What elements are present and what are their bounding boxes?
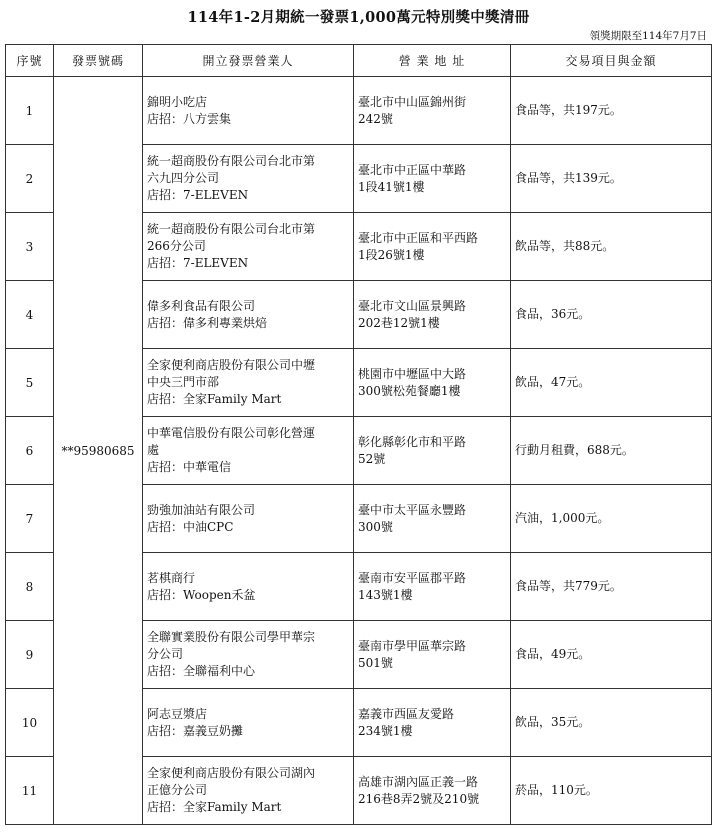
business-line: 分公司 [147, 647, 184, 661]
business-cell [143, 485, 354, 553]
transaction-text: 食品等，共779元。 [515, 579, 622, 593]
address-cell [354, 77, 511, 145]
business-cell [143, 349, 354, 417]
header-index: 序號 [6, 45, 54, 77]
business-line: 勁強加油站有限公司 [147, 502, 256, 517]
transaction-cell [511, 281, 712, 349]
address-line: 臺北市中山區錦州街 [358, 94, 467, 109]
transaction-text: 食品等，共197元。 [515, 103, 622, 117]
transaction-cell [511, 349, 712, 417]
row-index: 5 [6, 349, 54, 417]
business-cell [143, 757, 354, 825]
business-line: 全家便利商店股份有限公司中壢 [147, 358, 316, 372]
business-cell [143, 77, 354, 145]
address-line: 1段26號1樓 [358, 247, 425, 262]
business-cell [143, 417, 354, 485]
business-line: 全家便利商店股份有限公司湖內 [147, 766, 316, 780]
transaction-text: 行動月租費，688元。 [515, 443, 634, 457]
business-cell [143, 145, 354, 213]
transaction-cell [511, 213, 712, 281]
document-title: 114年1-2月期統一發票1,000萬元特別獎中獎清冊 [187, 9, 530, 26]
transaction-text: 食品，49元。 [515, 647, 591, 661]
transaction-cell [511, 689, 712, 757]
address-line: 1段41號1樓 [358, 179, 425, 194]
address-cell [354, 213, 511, 281]
address-line: 臺南市學甲區華宗路 [358, 638, 467, 653]
address-line: 216巷8弄2號及210號 [358, 791, 480, 806]
transaction-text: 飲品，47元。 [515, 375, 591, 389]
business-line: 阿志豆漿店 [147, 706, 208, 721]
business-line: 全聯實業股份有限公司學甲華宗 [147, 630, 316, 644]
address-line: 242號 [358, 111, 393, 126]
address-cell [354, 417, 511, 485]
business-line: 店招：7-ELEVEN [147, 188, 249, 202]
business-line: 店招：中華電信 [147, 460, 232, 474]
transaction-cell [511, 145, 712, 213]
address-line: 143號1樓 [358, 587, 413, 602]
address-line: 234號1樓 [358, 723, 413, 738]
transaction-cell [511, 417, 712, 485]
business-cell [143, 689, 354, 757]
business-line: 店招：全家Family Mart [147, 392, 282, 406]
address-line: 臺北市文山區景興路 [358, 298, 467, 313]
address-line: 臺南市安平區郡平路 [358, 570, 467, 585]
transaction-cell [511, 77, 712, 145]
row-index: 11 [6, 757, 54, 825]
transaction-cell [511, 553, 712, 621]
address-cell [354, 757, 511, 825]
row-index: 10 [6, 689, 54, 757]
business-line: 錦明小吃店 [147, 94, 208, 109]
row-index: 6 [6, 417, 54, 485]
business-cell [143, 213, 354, 281]
transaction-text: 汽油，1,000元。 [515, 511, 610, 525]
business-line: 店招：7-ELEVEN [147, 256, 249, 270]
business-line: 處 [147, 443, 160, 457]
business-line: 店招：偉多利專業烘焙 [147, 315, 268, 330]
header-business: 開立發票營業人 [143, 45, 354, 77]
row-index: 9 [6, 621, 54, 689]
address-line: 52號 [358, 451, 386, 466]
row-index: 7 [6, 485, 54, 553]
header-invoice-number: 發票號碼 [54, 45, 143, 77]
business-line: 六九四分公司 [147, 171, 220, 185]
business-cell [143, 281, 354, 349]
row-index: 1 [6, 77, 54, 145]
business-line: 店招：八方雲集 [147, 111, 232, 126]
transaction-text: 菸品，110元。 [515, 783, 598, 797]
business-line: 偉多利食品有限公司 [147, 298, 256, 313]
transaction-cell [511, 757, 712, 825]
business-line: 正億分公司 [147, 783, 208, 797]
address-line: 高雄市湖內區正義一路 [358, 774, 479, 789]
address-cell [354, 281, 511, 349]
address-line: 彰化縣彰化市和平路 [358, 434, 467, 449]
address-line: 臺北市中正區和平西路 [358, 230, 479, 245]
business-line: 店招：中油CPC [147, 519, 234, 534]
address-line: 300號松苑餐廳1樓 [358, 383, 461, 398]
business-cell [143, 621, 354, 689]
business-line: 266分公司 [147, 239, 206, 253]
address-cell [354, 145, 511, 213]
address-line: 嘉義市西區友愛路 [358, 706, 455, 721]
address-line: 桃園市中壢區中大路 [358, 366, 467, 381]
transaction-text: 食品等，共139元。 [515, 171, 622, 185]
business-line: 統一超商股份有限公司台北市第 [147, 222, 316, 236]
row-index: 4 [6, 281, 54, 349]
table-row [6, 77, 712, 145]
claim-deadline: 領獎期限至114年7月7日 [589, 30, 707, 42]
address-line: 臺北市中正區中華路 [358, 162, 467, 177]
business-line: 統一超商股份有限公司台北市第 [147, 154, 316, 168]
business-line: 店招：Woopen禾盆 [147, 587, 256, 602]
business-line: 茗棋商行 [147, 570, 196, 585]
invoice-number: **95980685 [54, 77, 143, 825]
business-line: 店招：全聯福利中心 [147, 664, 256, 678]
business-line: 店招：嘉義豆奶攤 [147, 723, 244, 738]
transaction-text: 食品，36元。 [515, 307, 591, 321]
business-line: 中華電信股份有限公司彰化營運 [147, 426, 316, 440]
address-line: 501號 [358, 655, 393, 670]
winners-table [5, 44, 712, 825]
address-line: 202巷12號1樓 [358, 315, 440, 330]
address-cell [354, 553, 511, 621]
address-line: 臺中市太平區永豐路 [358, 502, 467, 517]
transaction-text: 飲品等，共88元。 [515, 239, 615, 253]
business-line: 店招：全家Family Mart [147, 800, 282, 814]
row-index: 2 [6, 145, 54, 213]
address-cell [354, 485, 511, 553]
header-transaction: 交易項目與金額 [511, 45, 712, 77]
row-index: 3 [6, 213, 54, 281]
address-cell [354, 621, 511, 689]
table-header-row [6, 45, 712, 77]
business-cell [143, 553, 354, 621]
transaction-cell [511, 485, 712, 553]
row-index: 8 [6, 553, 54, 621]
business-line: 中央三門市部 [147, 375, 220, 389]
transaction-cell [511, 621, 712, 689]
transaction-text: 飲品，35元。 [515, 715, 591, 729]
address-cell [354, 349, 511, 417]
address-cell [354, 689, 511, 757]
address-line: 300號 [358, 519, 393, 534]
header-address: 營 業 地 址 [354, 45, 511, 77]
